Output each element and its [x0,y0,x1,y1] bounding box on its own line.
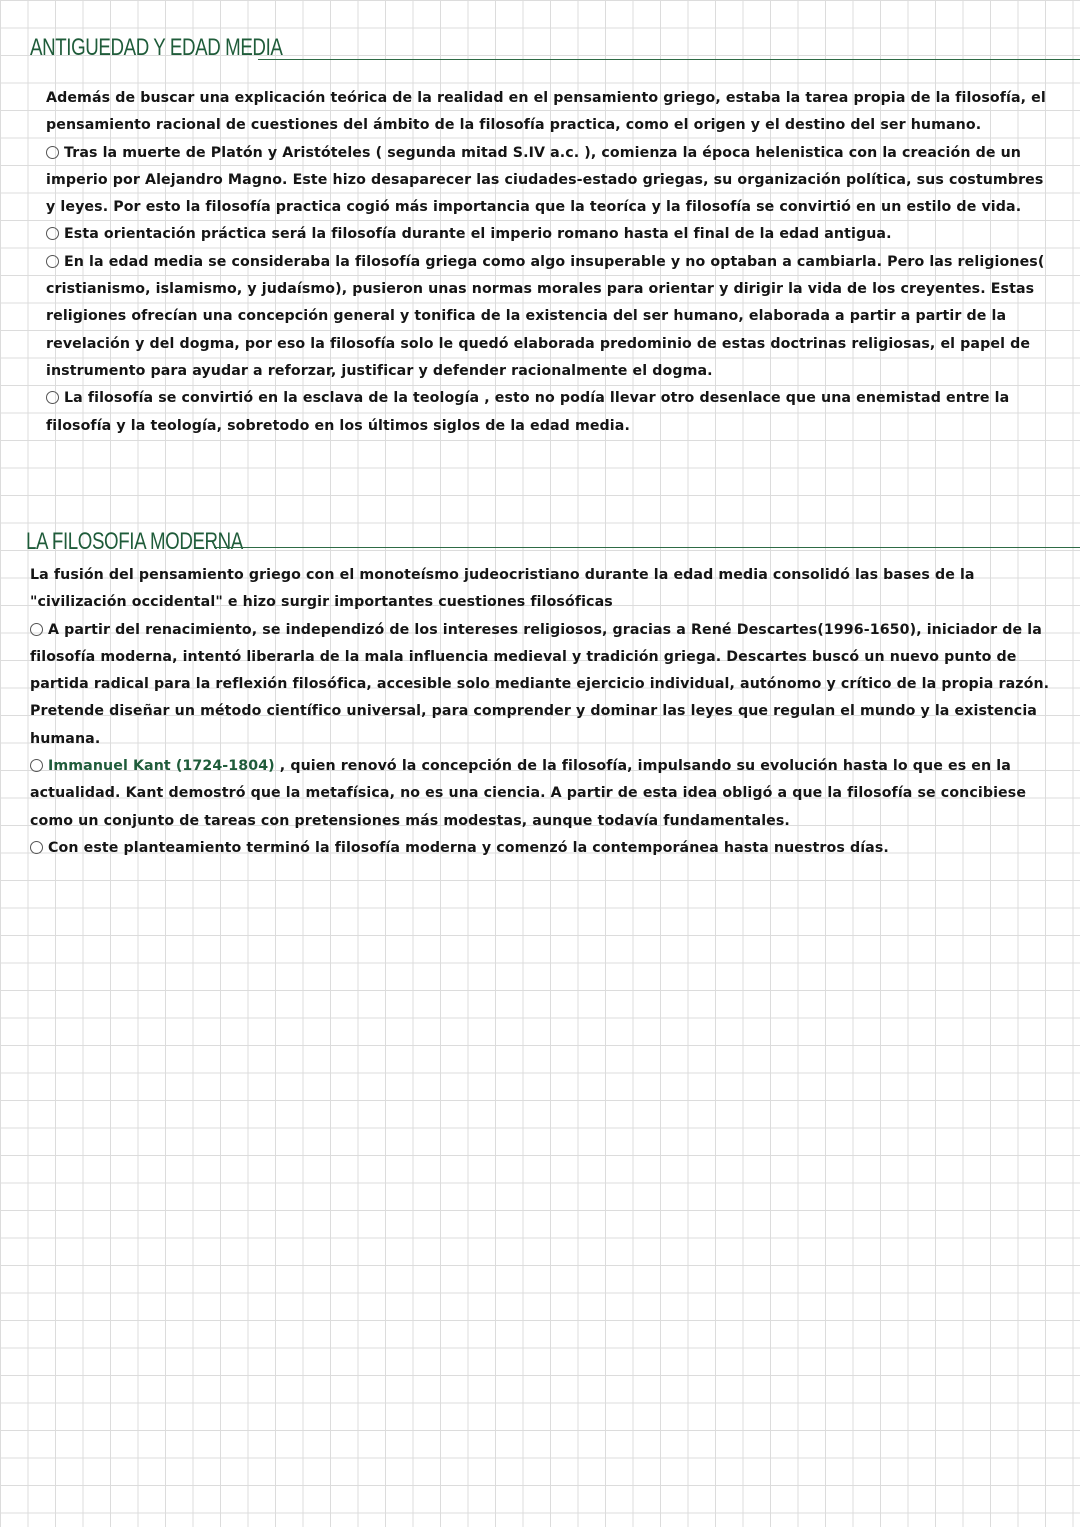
section-body [46,85,1046,440]
circle-bullet-icon [46,391,59,404]
section-title: ANTIGUEDAD Y EDAD MEDIA [30,34,283,61]
section-body [30,562,1060,862]
circle-bullet-icon [30,623,43,636]
title-underline [258,59,1080,60]
list-item: Immanuel Kant (1724-1804) , quien renovó la concepción de la filosofía, impulsando su evolución hasta lo que es en la actualidad. Kant demostró que la metafísica, no es una ciencia. A partir de esta idea obligó a que la filosofía se concibiese como un conjunto de tareas con pretensiones más modestas, aunque todavía fundamentales. [30,758,1027,829]
title-underline [214,547,1080,548]
circle-bullet-icon [46,255,59,268]
list-item: Esta orientación práctica será la filosofía durante el imperio romano hasta el final de la edad antigua. [46,221,1046,248]
list-item: En la edad media se consideraba la filosofía griega como algo insuperable y no optaban a cambiarla. Pero las religiones( cristianismo, islamismo, y judaísmo), pusieron unas normas morales para orientar y dirigir la vida de los creyentes. Estas religiones ofrecían una concepción general y tonifica de la existencia del ser humano, elaborada a partir a partir de la revelación y del dogma, por eso la filosofía solo le quedó elaborada predominio de estas doctrinas religiosas, el papel de instrumento para ayudar a reforzar, justificar y defender racionalmente el dogma. [46,253,1045,379]
list-item: Tras la muerte de Platón y Aristóteles ( segunda mitad S.IV a.c. ), comienza la época helenistica con la creación de un imperio por Alejandro Magno. Este hizo desaparecer las ciudades-estado griegas, su organización política, sus costumbres y leyes. Por esto la filosofía practica cogió más importancia que la teoríca y la filosofía se convirtió en un estilo de vida. [46,144,1044,216]
intro-paragraph: La fusión del pensamiento griego con el monoteísmo judeocristiano durante la edad media consolidó las bases de la "civilización occidental" e hizo surgir importantes cuestiones filosóficas [30,567,975,611]
circle-bullet-icon [46,146,59,159]
circle-bullet-icon [46,227,59,240]
circle-bullet-icon [30,759,43,772]
kant-highlight: Immanuel Kant (1724-1804) [48,758,275,775]
intro-paragraph: Además de buscar una explicación teórica de la realidad en el pensamiento griego, estaba la tarea propia de la filosofía, el pensamiento racional de cuestiones del ámbito de la filosofía practica, como el origen y el destino del ser humano. [46,90,1046,134]
list-item: La filosofía se convirtió en la esclava de la teología , esto no podía llevar otro desenlace que una enemistad entre la filosofía y la teología, sobretodo en los últimos siglos de la edad media. [46,390,1010,434]
list-item: A partir del renacimiento, se independizó de los intereses religiosos, gracias a René Descartes(1996-1650), iniciador de la filosofía moderna, intentó liberarla de la mala influencia medieval y tradición griega. Descartes buscó un nuevo punto de partida radical para la reflexión filosófica, accesible solo mediante ejercicio individual, autónomo y crítico de la propia razón. Pretende diseñar un método científico universal, para comprender y dominar las leyes que regulan el mundo y la existencia humana. [30,621,1050,747]
list-item: Con este planteamiento terminó la filosofía moderna y comenzó la contemporánea hasta nuestros días. [30,835,1060,862]
circle-bullet-icon [30,841,43,854]
section-title: LA FILOSOFIA MODERNA [26,528,243,555]
